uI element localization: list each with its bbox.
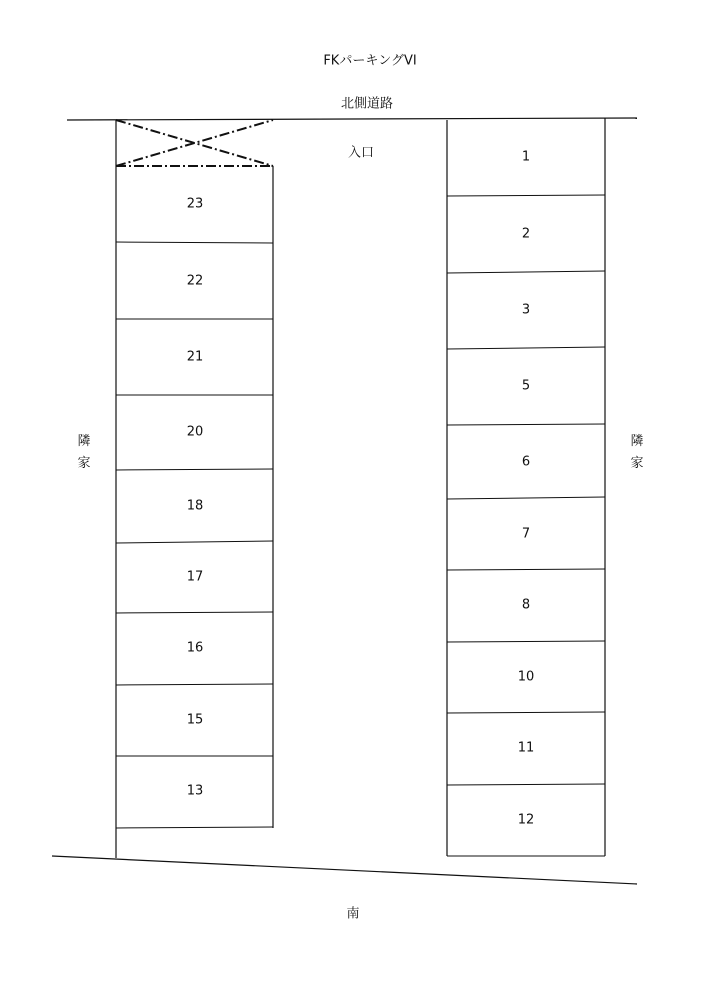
neighbor-label-left: 隣 家 xyxy=(77,434,91,471)
parking-space-number: 1 xyxy=(521,149,531,165)
neighbor-label-right: 隣 家 xyxy=(630,434,644,471)
parking-space-number: 16 xyxy=(186,640,204,656)
parking-space-number: 13 xyxy=(186,783,204,799)
parking-space-number: 15 xyxy=(186,712,204,728)
parking-space-number: 10 xyxy=(517,669,535,685)
parking-space-number: 3 xyxy=(521,302,531,318)
entrance-label: 入口 xyxy=(347,145,375,161)
left-column-dividers xyxy=(116,242,273,828)
parking-space-number: 5 xyxy=(521,378,531,394)
parking-space-number: 6 xyxy=(521,454,531,470)
north-road-label: 北側道路 xyxy=(340,96,394,112)
parking-space-number: 18 xyxy=(186,498,204,514)
parking-space-number: 11 xyxy=(517,740,535,756)
parking-space-number: 23 xyxy=(186,196,204,212)
south-label: 南 xyxy=(346,906,360,922)
parking-space-number: 22 xyxy=(186,273,204,289)
south-boundary-line xyxy=(52,856,637,884)
parking-space-number: 17 xyxy=(186,569,204,585)
page-title: FKパーキングVI xyxy=(323,53,417,69)
crossed-out-space xyxy=(116,120,273,166)
parking-space-number: 20 xyxy=(186,424,204,440)
parking-space-number: 8 xyxy=(521,597,531,613)
north-road-line xyxy=(67,118,637,120)
right-column-dividers xyxy=(447,195,605,856)
parking-space-number: 7 xyxy=(521,526,531,542)
parking-space-number: 21 xyxy=(186,349,204,365)
parking-space-number: 12 xyxy=(517,812,535,828)
parking-space-number: 2 xyxy=(521,226,531,242)
